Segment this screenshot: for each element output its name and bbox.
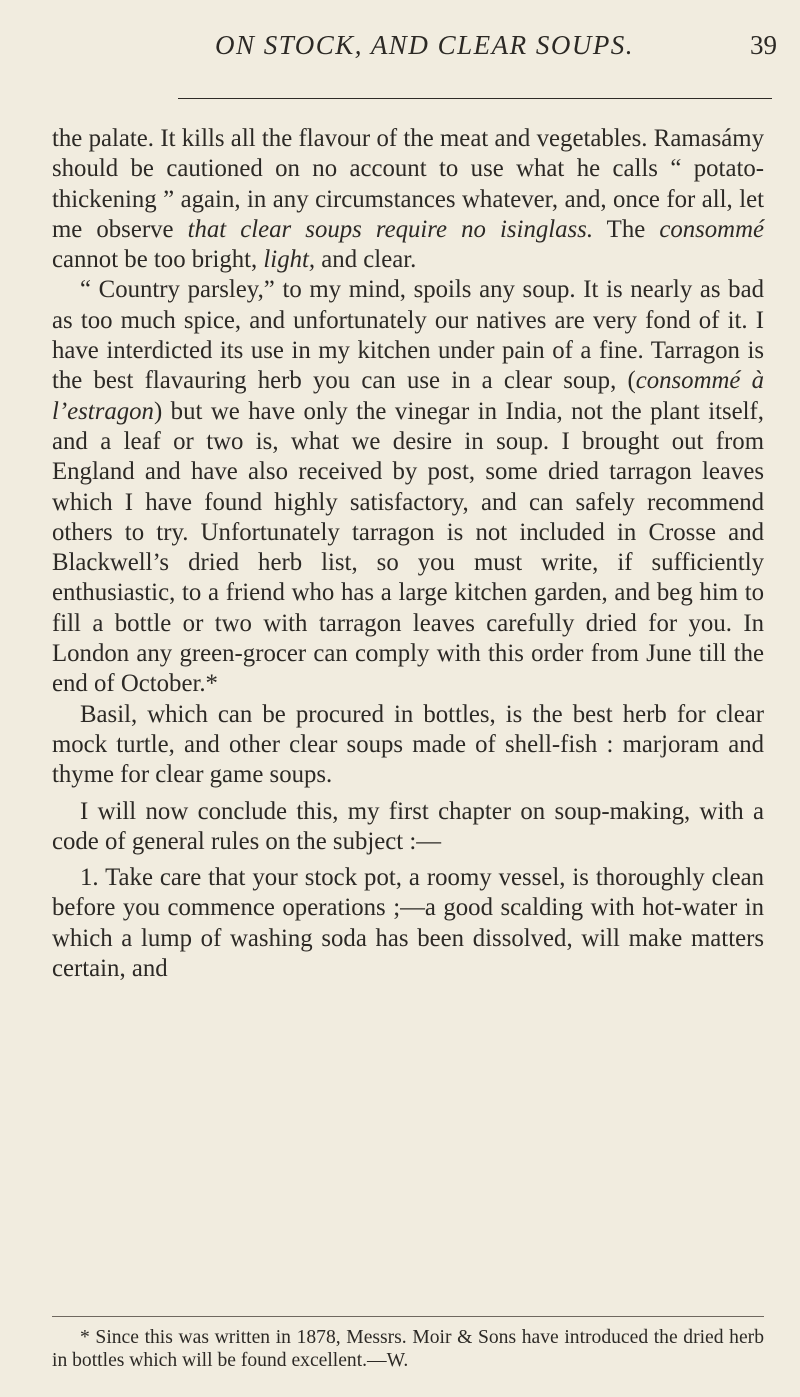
paragraph-1-emphasis-isinglass: that clear soups require no isinglass.: [187, 215, 594, 243]
paragraph-2-text-c: ) but we have only the vinegar in India, not the plant itself, and a leaf or two is, what we desire in soup. I brought out from England and have also received by post, some dried tarragon leaves which I have found highly satisfactory, and can safely recommend others to try. Unfortunately tarragon is not included in Crosse and Blackwell’s dried herb list, so you must write, if sufficiently enthusiastic, to a friend who has a large kitchen garden, and beg him to fill a bottle or two with tarragon leaves carefully dried for you. In London any green-grocer can comply with this order from June till the end of October.*: [52, 397, 764, 698]
paragraph-2: [52, 275, 764, 699]
paragraph-4: I will now conclude this, my first chapter on soup-making, with a code of general rules on the subject :—: [52, 797, 764, 855]
paragraph-1-text-e: cannot be too bright,: [52, 246, 264, 274]
main-text: [52, 124, 764, 984]
paragraph-1-text-c: The: [593, 215, 660, 243]
running-head: ON STOCK, AND CLEAR SOUPS.: [215, 30, 635, 60]
paragraph-1-emphasis-light: light,: [263, 246, 316, 274]
footnote-rule: [52, 1316, 764, 1317]
paragraph-2-text-a: “ Country parsley,” to my mind, spoils any soup. It is nearly as bad as too much spice, and unfortunately our natives are very fond of it. I have interdicted its use in my kitchen under pain of a fine. Tarragon is the best flavauring herb you can use in a clear soup, (: [52, 276, 764, 395]
page-header: [0, 30, 800, 80]
paragraph-1-text-g: and clear.: [315, 246, 417, 274]
header-rule: [178, 98, 772, 99]
footnote: [52, 1326, 764, 1372]
paragraph-1-emphasis-consomme: consommé: [659, 215, 764, 243]
paragraph-5: 1. Take care that your stock pot, a roomy vessel, is thoroughly clean before you commence operations ;—a good scalding with hot-water in which a lump of washing soda has been dissolved, will make matters certain, and: [52, 864, 764, 983]
paragraph-1-text-a: the palate. It kills all the flavour of the meat and vegetables. Ramasámy should be cautioned on no account to use what he calls “ potato-thickening ” again, in any circumstances whatever, and, once for all, let me observe: [52, 125, 764, 243]
footnote-text: * Since this was written in 1878, Messrs. Moir & Sons have introduced the dried herb in bottles which will be found excellent.—W.: [52, 1327, 764, 1371]
page-number: 39: [750, 30, 777, 60]
paragraph-1: [52, 124, 764, 275]
paragraph-2-emphasis-estragon: consommé à l’estragon: [52, 367, 764, 425]
paragraph-3: Basil, which can be procured in bottles, is the best herb for clear mock turtle, and other clear soups made of shell-fish : marjoram and thyme for clear game soups.: [52, 700, 764, 789]
